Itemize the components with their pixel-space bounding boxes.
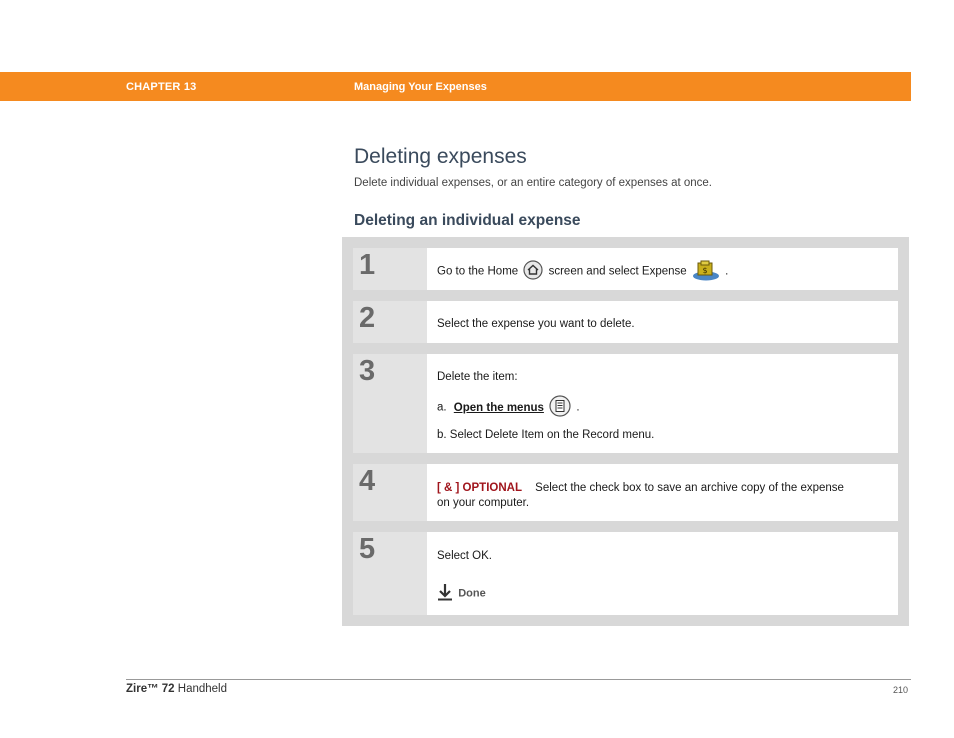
chapter-title: Managing Your Expenses: [354, 81, 487, 93]
step-4: [353, 464, 898, 521]
menu-icon: [549, 395, 571, 420]
page-number: 210: [893, 685, 909, 695]
chapter-label: CHAPTER 13: [126, 81, 197, 93]
expense-app-icon: [692, 259, 720, 284]
step-3: [353, 354, 898, 453]
done-arrow-icon: [437, 583, 453, 604]
step-1-text-middle: screen and select Expense: [548, 265, 687, 278]
step-number-cell: [353, 354, 427, 453]
chapter-header-bar: [0, 72, 911, 101]
step-2: [353, 301, 898, 343]
step-number-cell: [353, 301, 427, 343]
footer-rule: [126, 679, 911, 680]
svg-text:$: $: [702, 266, 708, 275]
step-number: 3: [359, 355, 376, 387]
step-body: [427, 354, 898, 453]
footer-product-suffix: Handheld: [174, 683, 228, 695]
step-3-sub-a-after: .: [576, 401, 580, 414]
step-3-sub-a: [437, 395, 580, 420]
page-subtitle: Delete individual expenses, or an entire category of expenses at once.: [354, 177, 712, 189]
step-1-line: [437, 259, 728, 284]
optional-tag: [ & ] OPTIONAL: [437, 482, 522, 494]
footer-product: [126, 683, 227, 695]
step-5: [353, 532, 898, 615]
step-number: 4: [359, 465, 376, 497]
step-1-text-after: .: [725, 265, 729, 278]
step-2-text: Select the expense you want to delete.: [437, 318, 635, 330]
open-the-menus-link[interactable]: Open the menus: [453, 401, 544, 414]
section-heading: Deleting an individual expense: [354, 212, 581, 229]
step-5-text: Select OK.: [437, 550, 492, 562]
step-body: [427, 464, 898, 521]
step-1: [353, 248, 898, 290]
step-3-intro: Delete the item:: [437, 371, 518, 383]
step-number-cell: [353, 248, 427, 290]
done-label: Done: [458, 587, 486, 600]
step-1-text-before: Go to the Home: [437, 265, 519, 278]
footer-product-name: Zire™ 72: [126, 683, 175, 695]
step-4-line-1: [437, 482, 844, 494]
step-body: [427, 248, 898, 290]
page-title: Deleting expenses: [354, 145, 527, 168]
step-body: [427, 532, 898, 615]
home-icon: [523, 260, 543, 283]
step-4-text-line-2: on your computer.: [437, 497, 530, 509]
step-number-cell: [353, 532, 427, 615]
step-3-sub-b: b. Select Delete Item on the Record menu.: [437, 429, 655, 441]
step-number: 5: [359, 533, 376, 565]
step-number: 1: [359, 249, 376, 281]
step-4-text-line-1: Select the check box to save an archive copy of the expense: [535, 482, 844, 494]
step-number: 2: [359, 302, 376, 334]
step-number-cell: [353, 464, 427, 521]
step-3-sub-a-prefix: a.: [437, 401, 447, 414]
step-body: [427, 301, 898, 343]
done-marker: [437, 583, 486, 604]
